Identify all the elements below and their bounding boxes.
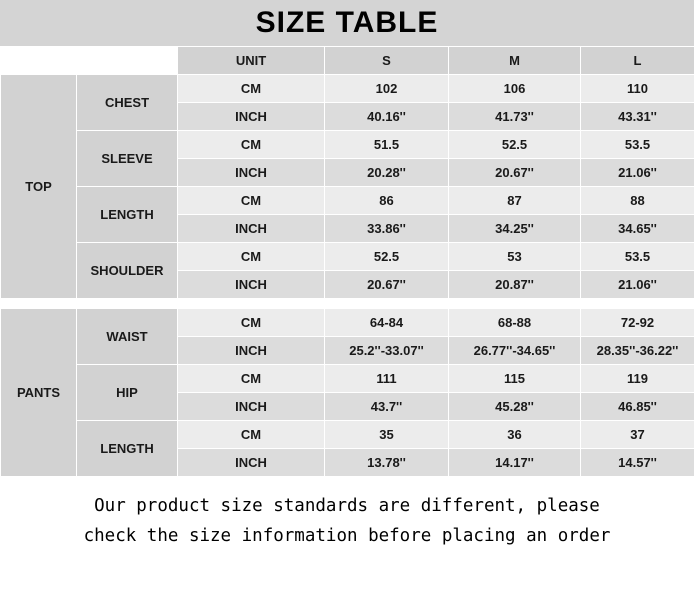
unit-inch: INCH: [178, 215, 325, 243]
value-cell: 25.2''-33.07'': [325, 337, 449, 365]
value-cell: 33.86'': [325, 215, 449, 243]
part-label-sleeve: SLEEVE: [77, 131, 178, 187]
unit-inch: INCH: [178, 449, 325, 477]
unit-cm: CM: [178, 365, 325, 393]
part-label-shoulder: SHOULDER: [77, 243, 178, 299]
table-row: [1, 365, 694, 393]
unit-cm: CM: [178, 243, 325, 271]
part-label-hip: HIP: [77, 365, 178, 421]
value-cell: 28.35''-36.22'': [581, 337, 694, 365]
part-label-length: LENGTH: [77, 187, 178, 243]
unit-cm: CM: [178, 187, 325, 215]
value-cell: 46.85'': [581, 393, 694, 421]
value-cell: 40.16'': [325, 103, 449, 131]
value-cell: 53.5: [581, 243, 694, 271]
unit-cm: CM: [178, 75, 325, 103]
group-label-top: TOP: [1, 75, 77, 299]
part-label-pants-length: LENGTH: [77, 421, 178, 477]
value-cell: 45.28'': [449, 393, 581, 421]
header-size-l: L: [581, 47, 694, 75]
footer-note: [0, 477, 694, 551]
table-row: [1, 75, 694, 103]
value-cell: 53: [449, 243, 581, 271]
value-cell: 26.77''-34.65'': [449, 337, 581, 365]
part-label-waist: WAIST: [77, 309, 178, 365]
value-cell: 34.25'': [449, 215, 581, 243]
unit-cm: CM: [178, 131, 325, 159]
value-cell: 88: [581, 187, 694, 215]
value-cell: 20.67'': [325, 271, 449, 299]
unit-inch: INCH: [178, 103, 325, 131]
value-cell: 115: [449, 365, 581, 393]
value-cell: 41.73'': [449, 103, 581, 131]
value-cell: 111: [325, 365, 449, 393]
header-unit: UNIT: [178, 47, 325, 75]
value-cell: 106: [449, 75, 581, 103]
value-cell: 34.65'': [581, 215, 694, 243]
value-cell: 86: [325, 187, 449, 215]
value-cell: 43.7'': [325, 393, 449, 421]
table-row: [1, 309, 694, 337]
table-row: [1, 187, 694, 215]
value-cell: 110: [581, 75, 694, 103]
header-size-s: S: [325, 47, 449, 75]
value-cell: 119: [581, 365, 694, 393]
value-cell: 43.31'': [581, 103, 694, 131]
value-cell: 20.67'': [449, 159, 581, 187]
value-cell: 52.5: [325, 243, 449, 271]
table-row: [1, 131, 694, 159]
value-cell: 51.5: [325, 131, 449, 159]
value-cell: 102: [325, 75, 449, 103]
unit-inch: INCH: [178, 393, 325, 421]
value-cell: 21.06'': [581, 271, 694, 299]
value-cell: 20.28'': [325, 159, 449, 187]
title-bar: [0, 0, 694, 46]
value-cell: 87: [449, 187, 581, 215]
unit-cm: CM: [178, 421, 325, 449]
unit-cm: CM: [178, 309, 325, 337]
unit-inch: INCH: [178, 159, 325, 187]
value-cell: 72-92: [581, 309, 694, 337]
value-cell: 36: [449, 421, 581, 449]
value-cell: 52.5: [449, 131, 581, 159]
top-size-table: [0, 46, 694, 299]
section-spacer: [0, 299, 694, 308]
table-header-row: [1, 47, 694, 75]
value-cell: 20.87'': [449, 271, 581, 299]
group-label-pants: PANTS: [1, 309, 77, 477]
unit-inch: INCH: [178, 337, 325, 365]
footer-line-1: Our product size standards are different, please: [94, 496, 600, 516]
value-cell: 35: [325, 421, 449, 449]
corner-cell-blank: [1, 47, 77, 75]
table-row: [1, 421, 694, 449]
part-label-chest: CHEST: [77, 75, 178, 131]
unit-inch: INCH: [178, 271, 325, 299]
table-row: [1, 243, 694, 271]
value-cell: 68-88: [449, 309, 581, 337]
value-cell: 13.78'': [325, 449, 449, 477]
value-cell: 14.17'': [449, 449, 581, 477]
value-cell: 37: [581, 421, 694, 449]
corner-cell-blank-2: [77, 47, 178, 75]
header-size-m: M: [449, 47, 581, 75]
value-cell: 53.5: [581, 131, 694, 159]
value-cell: 14.57'': [581, 449, 694, 477]
value-cell: 64-84: [325, 309, 449, 337]
value-cell: 21.06'': [581, 159, 694, 187]
pants-size-table: [0, 308, 694, 477]
footer-line-2: check the size information before placing an order: [83, 526, 611, 546]
page-title: SIZE TABLE: [255, 6, 439, 39]
